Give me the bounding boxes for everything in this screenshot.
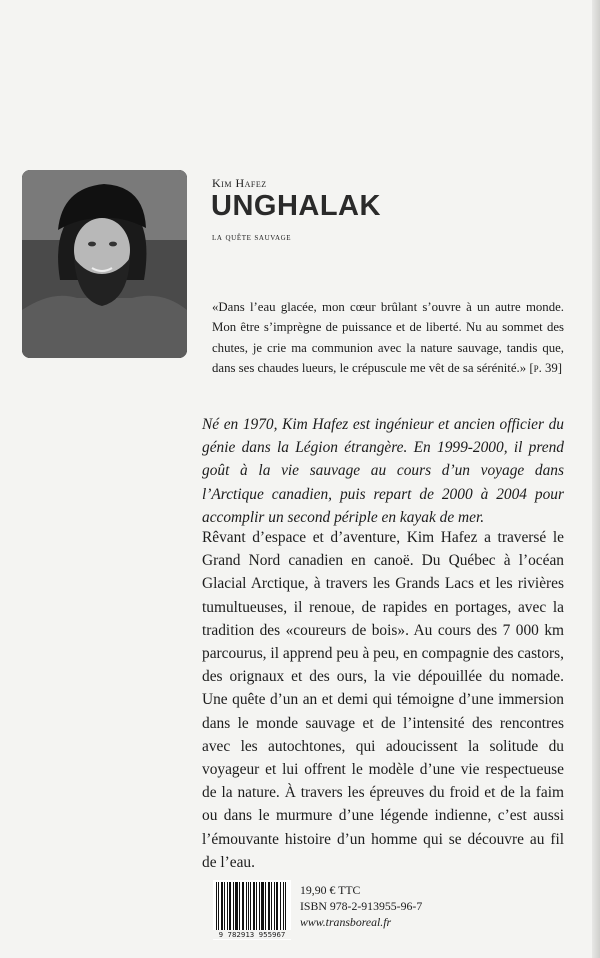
book-title: UNGHALAK	[211, 190, 381, 222]
cover-edge	[592, 0, 600, 958]
summary-text: Rêvant d’espace et d’aventure, Kim Hafez a traversé le Grand Nord canadien en canoë. Du Québec à l’océan Glacial Arctique, à travers les Grands Lacs et les rivières tumultueuses, il renoue, de rapides en portages, avec la tradition des «coureurs de bois». Au cours des 7 000 km parcourus, il apprend peu à peu, en compagnie des castors, des orignaux et des ours, la vie dépouillée du nomade. Une quête d’un an et demi qui témoigne d’une immersion dans le monde sauvage et de l’intensité des rencontres avec les autochtones, qui adoucissent la solitude du voyageur et lui offrent le modèle d’une vie respectueuse de la nature. À travers les épreuves du froid et de la faim ou dans le murmure d’une légende indienne, c’est aussi l’émouvante histoire d’un homme qui se découvre au fil de l’eau.	[202, 529, 564, 871]
publisher-website[interactable]: www.transboreal.fr	[300, 915, 392, 929]
price: 19,90 € TTC	[300, 883, 361, 897]
quote-page-ref: [p. 39]	[529, 360, 563, 375]
pricing-info	[300, 882, 422, 930]
author-photo	[22, 170, 187, 358]
excerpt-quote	[212, 297, 564, 378]
bio-text: Né en 1970, Kim Hafez est ingénieur et ancien officier du génie dans la Légion étrangère. En 1999-2000, il prend goût à la vie sauvage au cours d’un voyage dans l’Arctique canadien, puis repart de 2000 à 2004 pour accomplir un second périple en kayak de mer.	[202, 416, 564, 526]
barcode-digits: 9 782913 955967	[213, 930, 291, 939]
author-name: Kim Hafez	[212, 176, 267, 190]
quote-text: «Dans l’eau glacée, mon cœur brûlant s’ouvre à un autre monde. Mon être s’imprègne de puissance et de liberté. Nu au sommet des chutes, je crie ma communion avec la nature sauvage, tandis que, dans ses chaudes lueurs, le crépuscule me vêt de sa sérénité.»	[212, 300, 564, 375]
isbn: ISBN 978-2-913955-96-7	[300, 899, 423, 913]
book-subtitle: la quête sauvage	[212, 233, 292, 243]
book-summary	[202, 526, 564, 874]
author-bio	[202, 413, 564, 529]
